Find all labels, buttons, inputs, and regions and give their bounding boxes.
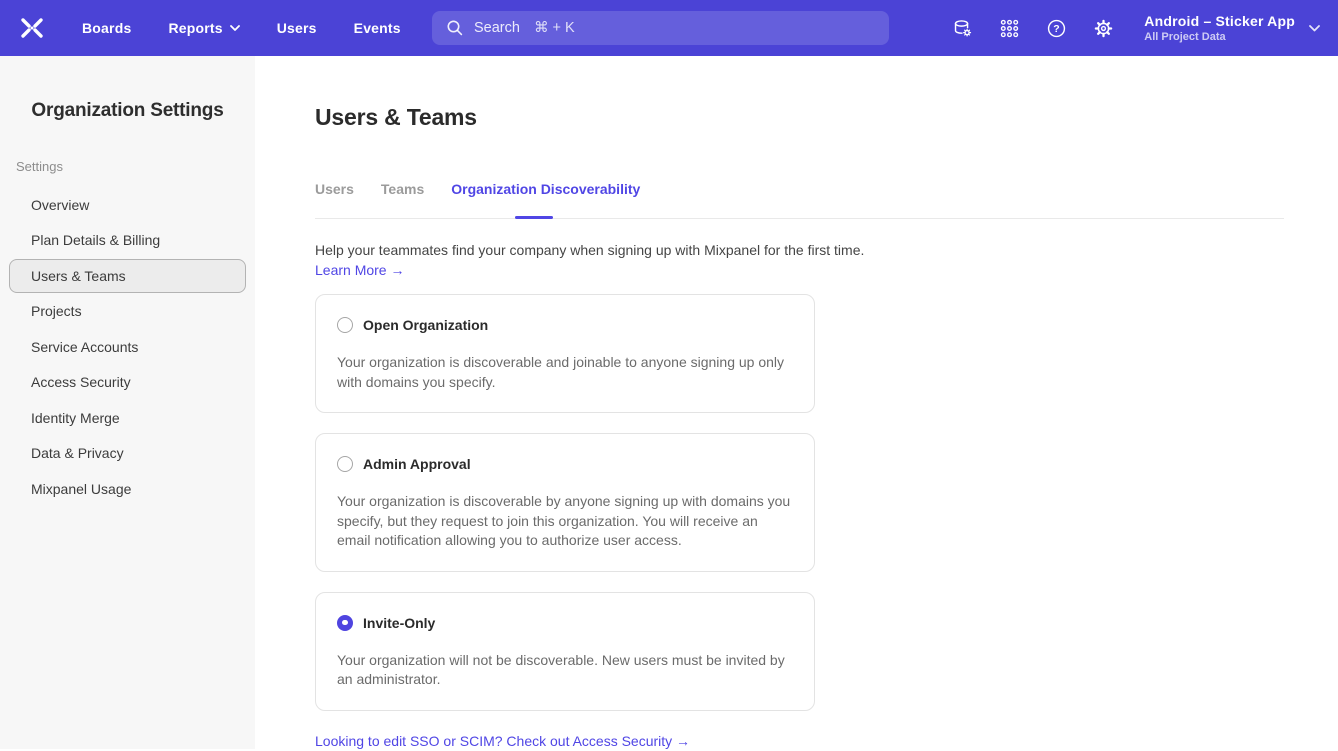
nav-item-reports-label: Reports — [168, 20, 223, 36]
search-icon — [446, 19, 464, 37]
svg-text:?: ? — [1053, 22, 1061, 35]
sidebar-item-identity-merge[interactable]: Identity Merge — [31, 409, 120, 426]
access-security-link[interactable]: Looking to edit SSO or SCIM? Check out Access Security → — [315, 732, 691, 749]
project-selector[interactable] — [1144, 14, 1320, 43]
tab-divider — [315, 218, 1284, 219]
nav-item-reports[interactable] — [168, 20, 239, 36]
sidebar-item-overview[interactable]: Overview — [31, 196, 90, 213]
option-description: Your organization is discoverable by anyone signing up with domains you specify, but they request to join this organization. You will receive an email notification allowing you to authorize user access. — [337, 493, 791, 548]
main-content — [255, 56, 1338, 749]
active-tab-indicator — [515, 216, 553, 219]
top-nav — [0, 0, 1338, 56]
tab-users[interactable]: Users — [315, 181, 354, 197]
search-shortcut: ⌘ + K — [533, 20, 575, 36]
page-title: Users & Teams — [315, 104, 477, 130]
sidebar-item-projects[interactable]: Projects — [31, 303, 82, 320]
search-placeholder: Search — [474, 20, 520, 36]
tab-organization-discoverability[interactable]: Organization Discoverability — [451, 181, 641, 197]
chevron-down-icon — [1309, 25, 1320, 32]
sidebar-item-data-privacy[interactable]: Data & Privacy — [31, 445, 124, 462]
option-title: Admin Approval — [363, 456, 471, 472]
help-icon[interactable] — [1046, 18, 1067, 39]
option-title: Open Organization — [363, 317, 489, 333]
nav-item-users[interactable]: Users — [276, 20, 317, 36]
sidebar-item-mixpanel-usage[interactable]: Mixpanel Usage — [31, 480, 132, 497]
tab-teams[interactable]: Teams — [380, 181, 425, 197]
sidebar — [0, 56, 255, 749]
option-description: Your organization will not be discoverable. New users must be invited by an administrator. — [337, 651, 785, 687]
mixpanel-logo[interactable] — [18, 14, 46, 42]
option-description: Your organization is discoverable and joinable to anyone signing up only with domains you specify. — [337, 354, 785, 390]
option-card-head — [337, 456, 794, 472]
radio-admin-approval[interactable] — [337, 456, 353, 472]
option-card-invite-only[interactable] — [315, 592, 815, 711]
project-name: Android – Sticker App — [1144, 12, 1295, 29]
option-card-head — [337, 615, 794, 631]
radio-open-organization[interactable] — [337, 317, 353, 333]
option-card-admin-approval[interactable] — [315, 433, 815, 572]
nav-item-boards[interactable]: Boards — [82, 20, 132, 36]
project-subtitle: All Project Data — [1144, 30, 1226, 43]
sidebar-section-label: Settings — [16, 159, 63, 174]
nav-item-events[interactable]: Events — [353, 20, 401, 36]
sidebar-item-users-teams[interactable]: Users & Teams — [9, 259, 246, 293]
search-input[interactable] — [432, 11, 889, 45]
option-card-open-organization[interactable] — [315, 294, 815, 413]
learn-more-link[interactable]: Learn More → — [315, 262, 405, 278]
intro-text: Help your teammates find your company when signing up with Mixpanel for the first time. — [315, 242, 865, 258]
primary-nav — [82, 20, 401, 36]
sidebar-item-access-security[interactable]: Access Security — [31, 374, 131, 391]
tab-bar — [315, 181, 1338, 197]
sidebar-title: Organization Settings — [31, 100, 224, 121]
sidebar-item-plan-details-billing[interactable]: Plan Details & Billing — [31, 232, 161, 249]
option-card-head — [337, 317, 794, 333]
apps-grid-icon[interactable] — [999, 18, 1020, 39]
project-selector-text — [1144, 14, 1295, 43]
data-management-icon[interactable] — [952, 18, 973, 39]
radio-invite-only[interactable] — [337, 615, 353, 631]
nav-right-cluster — [952, 14, 1320, 43]
option-title: Invite-Only — [363, 614, 436, 631]
sidebar-menu — [0, 188, 255, 506]
sidebar-item-service-accounts[interactable]: Service Accounts — [31, 338, 139, 355]
chevron-down-icon — [230, 25, 240, 31]
settings-icon[interactable] — [1093, 18, 1114, 39]
